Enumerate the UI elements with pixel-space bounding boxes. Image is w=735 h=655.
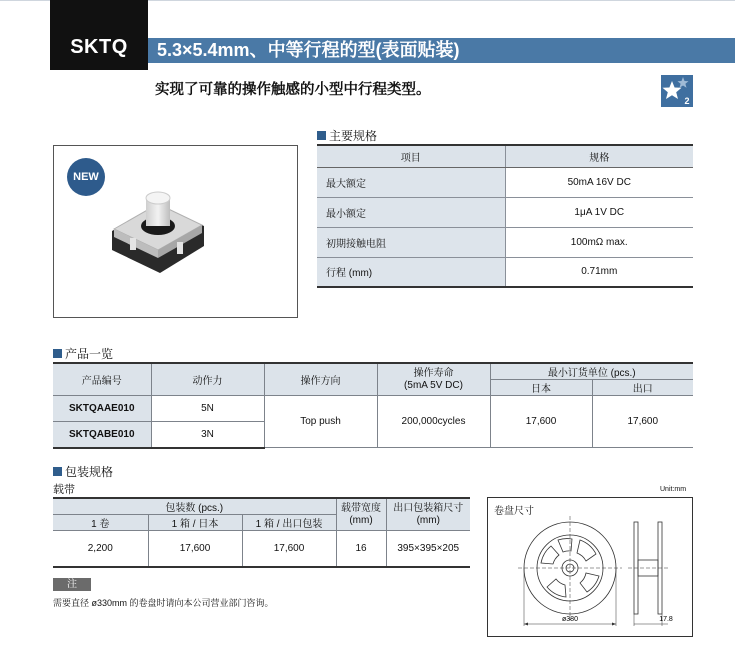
part-number: SKTQAAE010	[53, 396, 151, 422]
col-part-no: 产品编号	[53, 363, 151, 396]
table-row	[317, 197, 693, 227]
specs-col-value: 规格	[505, 145, 693, 167]
tape-width-value: 16	[336, 531, 386, 567]
spec-item: 初期接触电阻	[317, 227, 505, 257]
col-direction: 操作方向	[264, 363, 377, 396]
packaging-heading: 包装规格	[53, 463, 113, 480]
star-icon	[661, 75, 693, 107]
page-title: 5.3×5.4mm、中等行程的型(表面贴装)	[148, 38, 735, 63]
export-qty: 17,600	[592, 396, 693, 448]
specs-heading: 主要规格	[317, 127, 377, 144]
product-photo	[53, 145, 298, 318]
star-badge	[661, 75, 693, 107]
col-box-export: 1 箱 / 出口包装	[242, 515, 336, 531]
col-reel: 1 卷	[53, 515, 148, 531]
table-row	[317, 227, 693, 257]
force-value: 3N	[151, 422, 264, 448]
force-value: 5N	[151, 396, 264, 422]
col-box-size: 出口包装箱尺寸 (mm)	[386, 498, 470, 531]
products-table	[53, 362, 693, 449]
spec-value: 0.71mm	[505, 257, 693, 287]
specs-table	[317, 144, 693, 288]
square-icon	[317, 131, 326, 140]
spec-item: 最小额定	[317, 197, 505, 227]
col-export: 出口	[592, 380, 693, 396]
col-japan: 日本	[490, 380, 592, 396]
product-code: SKTQ	[50, 0, 148, 70]
note-text: 需要直径 ø330mm 的卷盘时请向本公司营业部门咨询。	[53, 598, 274, 608]
col-min-order: 最小订货单位 (pcs.)	[490, 363, 693, 380]
box-size-value: 395×395×205	[386, 531, 470, 567]
reel-drawing	[487, 497, 693, 637]
col-force: 动作力	[151, 363, 264, 396]
part-number: SKTQABE010	[53, 422, 151, 448]
square-icon	[53, 467, 62, 476]
col-box-japan: 1 箱 / 日本	[148, 515, 242, 531]
spec-value: 50mA 16V DC	[505, 167, 693, 197]
square-icon	[53, 349, 62, 358]
reel-diagram	[488, 498, 692, 636]
box-japan-qty: 17,600	[148, 531, 242, 567]
japan-qty: 17,600	[490, 396, 592, 448]
reel-title: 卷盘尺寸	[494, 506, 534, 517]
col-life: 操作寿命 (5mA 5V DC)	[377, 363, 490, 396]
tape-label: 载带	[53, 484, 75, 496]
reel-width: 17.8	[659, 616, 673, 623]
spec-item: 最大额定	[317, 167, 505, 197]
col-tape-width: 载带宽度 (mm)	[336, 498, 386, 531]
spec-value: 100mΩ max.	[505, 227, 693, 257]
spec-item: 行程 (mm)	[317, 257, 505, 287]
table-row	[317, 167, 693, 197]
direction-value: Top push	[264, 396, 377, 448]
reel-diameter: ø380	[562, 616, 578, 623]
col-qty: 包装数 (pcs.)	[53, 498, 336, 515]
table-row	[317, 257, 693, 287]
reel-qty: 2,200	[53, 531, 148, 567]
new-badge: NEW	[67, 158, 105, 196]
box-export-qty: 17,600	[242, 531, 336, 567]
packaging-table	[53, 497, 470, 568]
page-subtitle: 实现了可靠的操作触感的小型中行程类型。	[155, 82, 431, 98]
unit-label: Unit:mm	[660, 486, 687, 493]
table-row	[53, 531, 470, 567]
life-value: 200,000cycles	[377, 396, 490, 448]
badge-number: 2	[684, 96, 690, 106]
spec-value: 1μA 1V DC	[505, 197, 693, 227]
specs-col-item: 项目	[317, 145, 505, 167]
table-row	[53, 396, 693, 422]
products-heading: 产品一览	[53, 345, 113, 362]
note-label: 注	[53, 578, 91, 591]
